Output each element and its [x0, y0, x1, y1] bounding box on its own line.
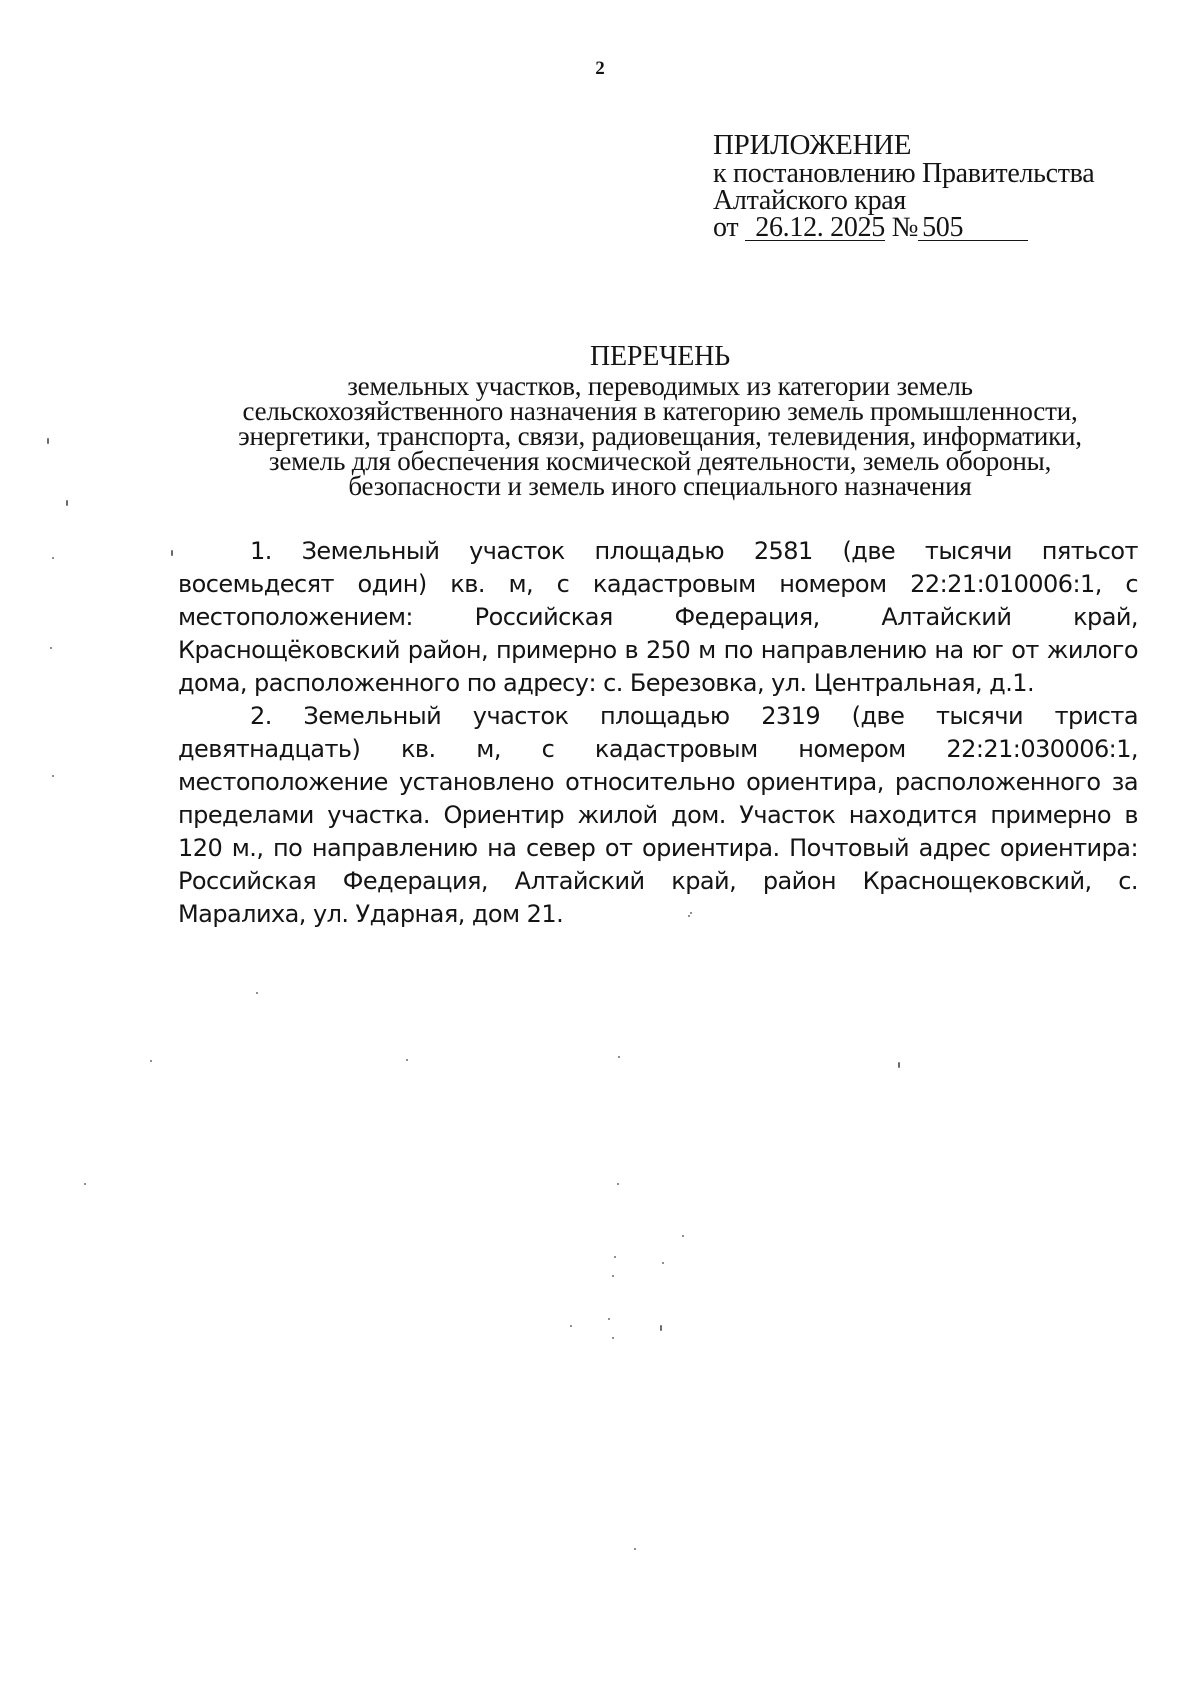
scan-speck	[660, 1325, 662, 1331]
scan-speck	[688, 915, 690, 917]
list-subtitle-line: земельных участков, переводимых из категории земель	[347, 371, 973, 401]
scan-speck	[570, 1325, 572, 1327]
list-subtitle-line: энергетики, транспорта, связи, радиовещания, телевидения, информатики,	[238, 421, 1082, 451]
list-item-1: 1. Земельный участок площадью 2581 (две тысячи пятьсот восемьдесят один) кв. м, с кадастровым номером 22:21:010006:1, с местоположением: Российская Федерация, Алтайский край, Краснощёковский район, примерно в 250 м по направлению на юг от жилого дома, расположенного по адресу: с. Березовка, ул. Центральная, д.1.	[178, 537, 1138, 697]
scan-speck	[612, 1337, 614, 1339]
list-subtitle-line: земель для обеспечения космической деятельности, земель обороны,	[268, 446, 1052, 476]
scan-speck	[406, 1059, 408, 1061]
scan-speck	[682, 1235, 684, 1237]
date-prefix: от	[713, 212, 739, 243]
resolution-date: 26.12. 2025	[745, 214, 885, 241]
scan-speck	[150, 1060, 152, 1062]
scan-speck	[618, 1056, 620, 1058]
appendix-line-2: Алтайского края	[713, 185, 906, 216]
scan-speck	[634, 1548, 636, 1550]
scan-speck	[256, 992, 258, 994]
scan-speck	[50, 647, 52, 649]
scan-speck	[84, 1183, 86, 1185]
appendix-date-row	[713, 214, 1153, 241]
scan-speck	[608, 1318, 610, 1320]
list-item-2: 2. Земельный участок площадью 2319 (две тысячи триста девятнадцать) кв. м, с кадастровым номером 22:21:030006:1, местоположение установлено относительно ориентира, расположенного за пределами участка. Ориентир жилой дом. Участок находится примерно в 120 м., по направлению на север от ориентира. Почтовый адрес ориентира: Российская Федерация, Алтайский край, район Краснощековский, с. Маралиха, ул. Ударная, дом 21.	[178, 702, 1138, 928]
list-subtitle-line: безопасности и земель иного специального назначения	[348, 471, 972, 501]
appendix-title: ПРИЛОЖЕНИЕ	[713, 129, 912, 161]
document-body	[178, 535, 1138, 931]
appendix-line-1: к постановлению Правительства	[713, 158, 1095, 189]
scan-speck	[612, 1275, 614, 1277]
list-subtitle-line: сельскохозяйственного назначения в категорию земель промышленности,	[242, 396, 1078, 426]
scan-speck	[66, 500, 68, 506]
page-number: 2	[595, 58, 605, 79]
scan-speck	[171, 550, 173, 556]
scan-speck	[690, 912, 692, 914]
scan-speck	[898, 1062, 900, 1068]
appendix-header	[713, 130, 1153, 241]
scan-speck	[52, 775, 54, 777]
scan-speck	[662, 1262, 664, 1264]
list-heading: ПЕРЕЧЕНЬ	[590, 341, 730, 372]
number-sign: №	[891, 212, 919, 243]
scan-speck	[52, 557, 54, 559]
scan-speck	[47, 438, 49, 444]
scan-speck	[614, 1256, 616, 1258]
list-title	[140, 340, 1180, 499]
scan-speck	[617, 1183, 619, 1185]
resolution-number: 505	[918, 214, 1028, 241]
